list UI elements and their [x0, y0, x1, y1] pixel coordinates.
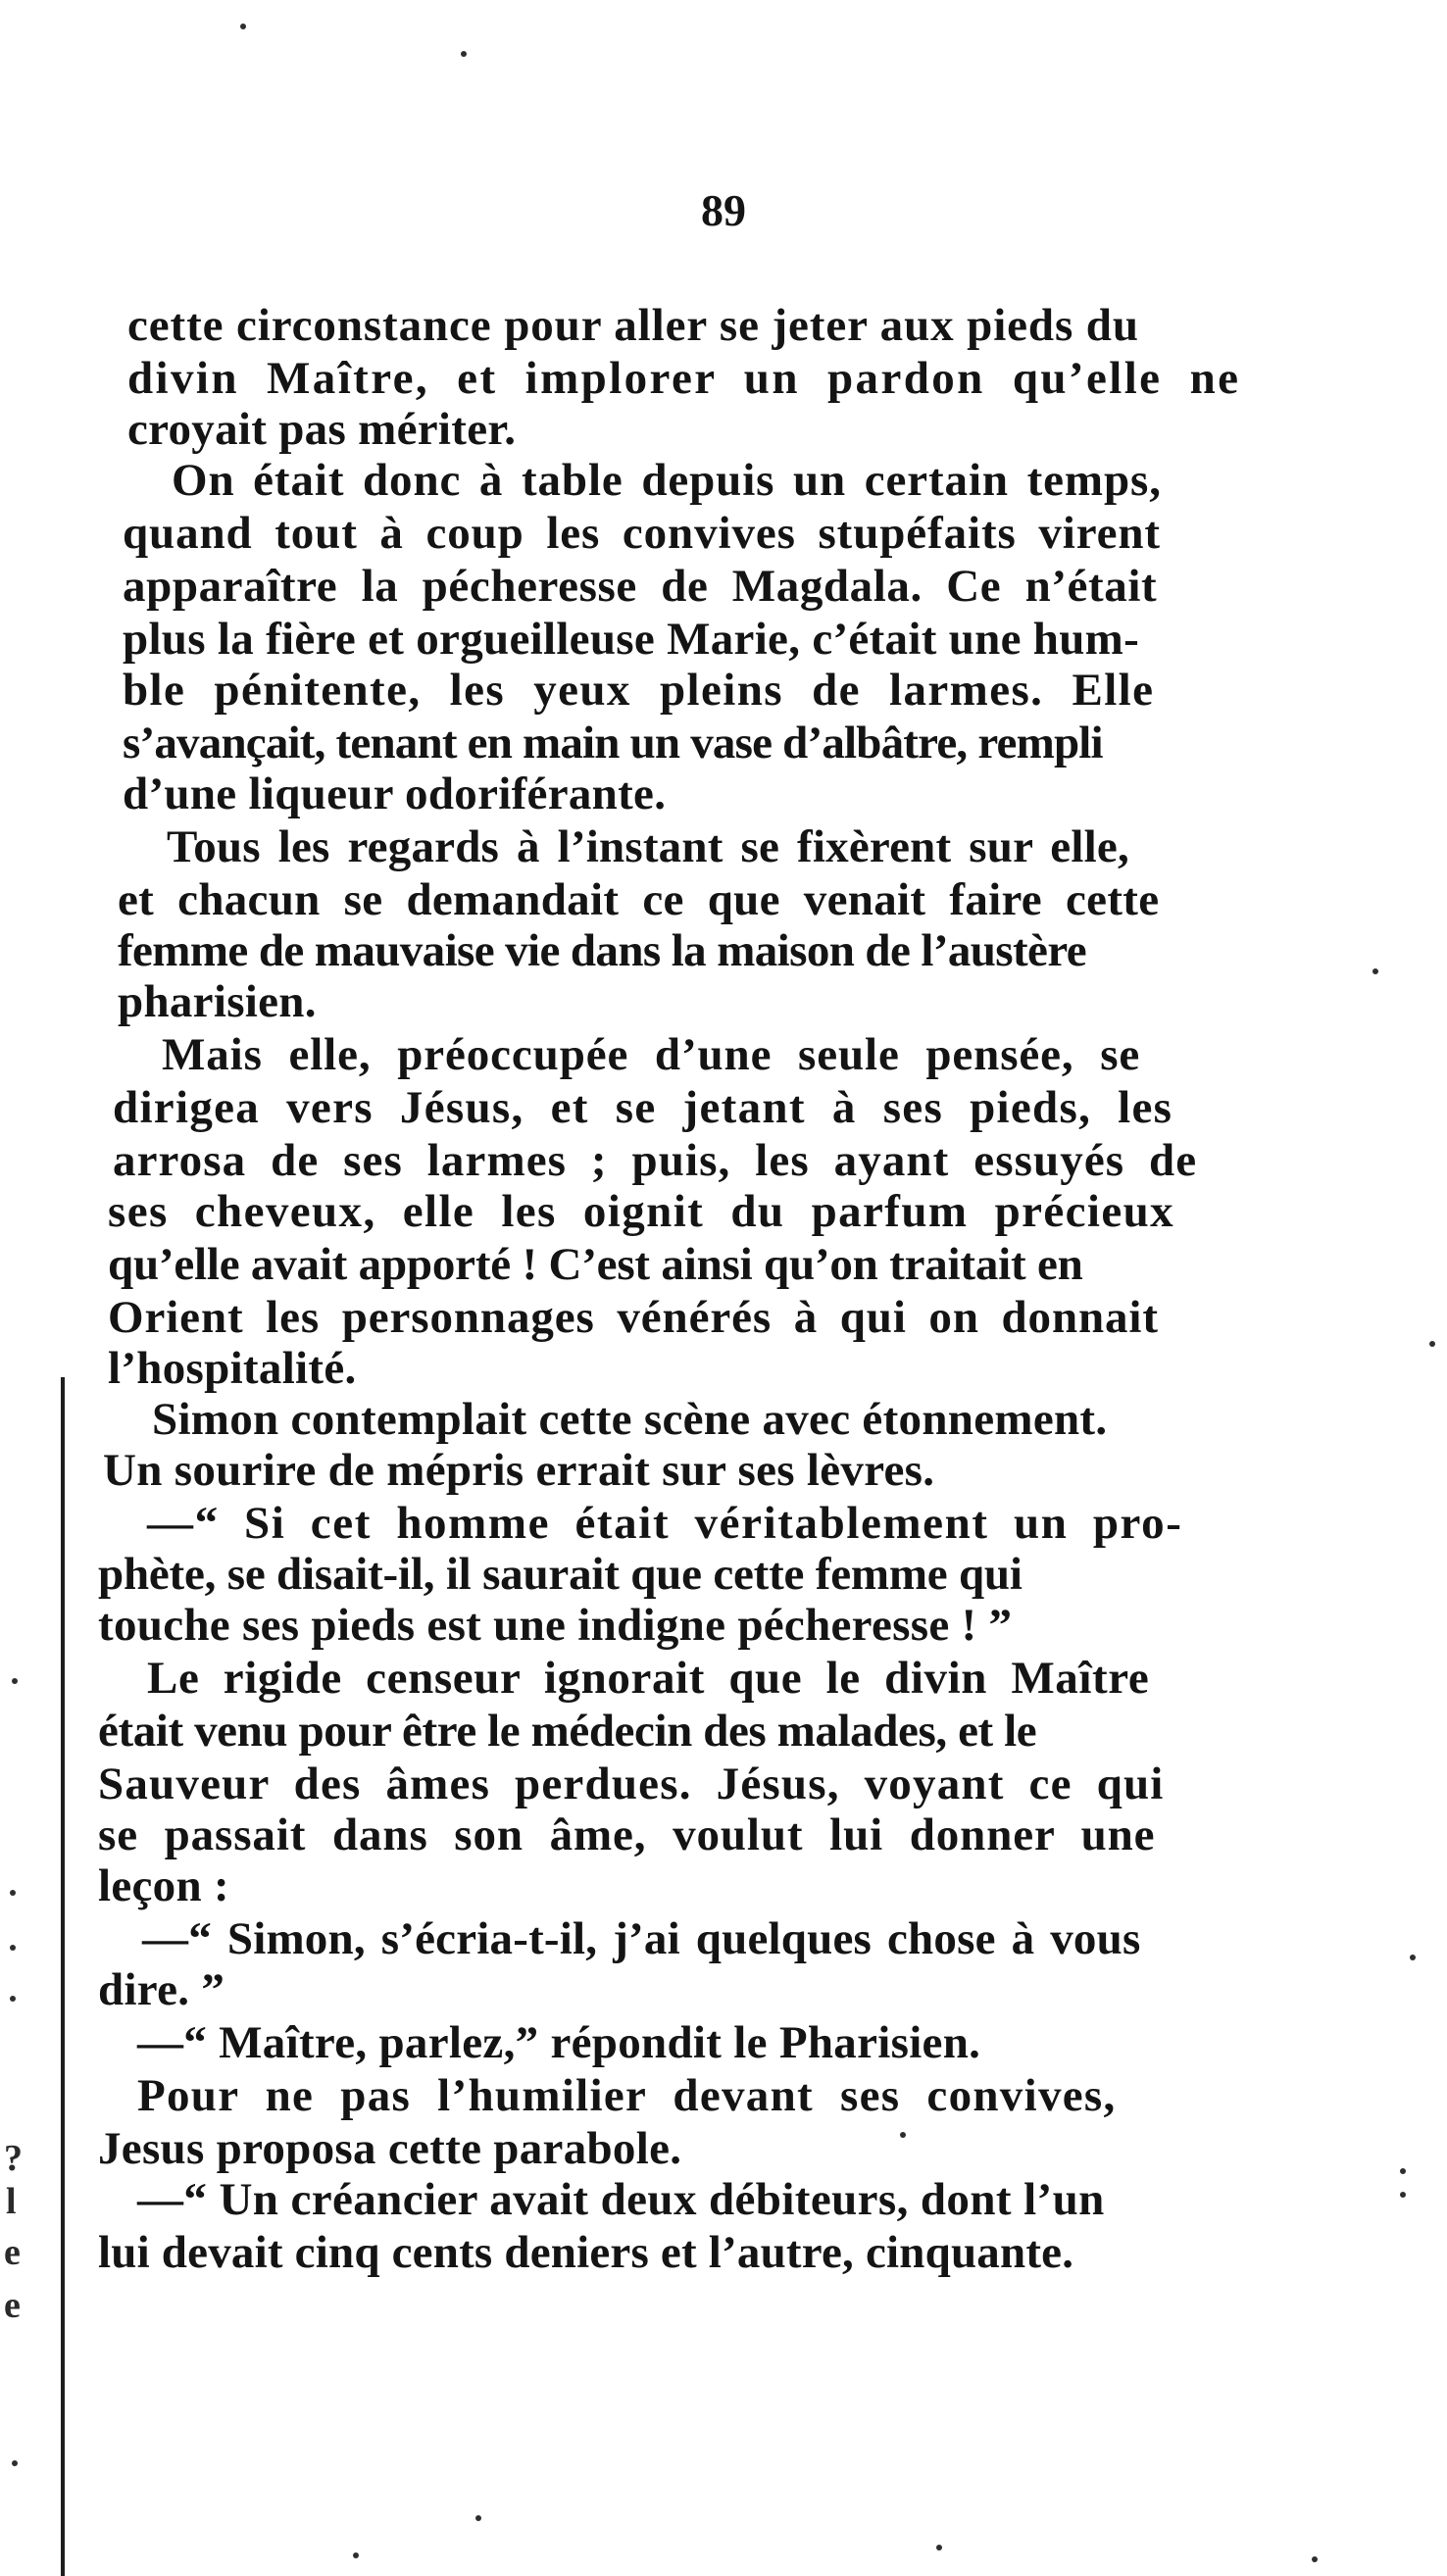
edge-mark: l: [6, 2181, 17, 2222]
text-line: quand tout à coup les convives stupéfaits virent: [123, 508, 1161, 559]
scan-speck: [10, 1890, 16, 1896]
text-line: Sauveur des âmes perdues. Jésus, voyant ce qui: [98, 1759, 1165, 1809]
text-line: femme de mauvaise vie dans la maison de l’austère: [118, 925, 1086, 976]
text-line: apparaître la pécheresse de Magdala. Ce n’était: [123, 561, 1158, 612]
scan-speck: [1312, 2556, 1318, 2562]
text-line: Un sourire de mépris errait sur ses lèvres.: [103, 1445, 935, 1496]
text-line: On était donc à table depuis un certain temps,: [172, 455, 1162, 506]
text-line: croyait pas mériter.: [127, 404, 517, 455]
scan-speck: [936, 2545, 942, 2551]
text-line: Jesus proposa cette parabole.: [98, 2123, 682, 2174]
text-line: ble pénitente, les yeux pleins de larmes. Elle: [123, 665, 1155, 716]
scan-speck: [10, 1945, 16, 1951]
text-line: —“ Si cet homme était véritablement un pro-: [147, 1498, 1183, 1549]
scan-speck: [353, 2552, 359, 2558]
text-line: Pour ne pas l’humilier devant ses convives,: [137, 2070, 1117, 2121]
text-line: Le rigide censeur ignorait que le divin Maître: [147, 1653, 1150, 1704]
text-line: dire. ”: [98, 1964, 225, 2015]
scan-speck: [1400, 2192, 1406, 2198]
scan-speck: [461, 51, 467, 57]
edge-mark: ?: [4, 2138, 23, 2179]
scan-speck: [12, 1678, 18, 1684]
text-line: plus la fière et orgueilleuse Marie, c’était une hum-: [123, 614, 1140, 665]
scan-speck: [1372, 968, 1378, 974]
scan-speck: [12, 2460, 18, 2466]
text-line: et chacun se demandait ce que venait faire cette: [118, 874, 1160, 925]
text-line: pharisien.: [118, 976, 317, 1027]
scan-speck: [1400, 2168, 1406, 2174]
text-line: Simon contemplait cette scène avec étonnement.: [152, 1394, 1108, 1445]
margin-rule: [61, 1377, 65, 2576]
text-line: —“ Maître, parlez,” répondit le Pharisien.: [137, 2017, 981, 2068]
text-line: Tous les regards à l’instant se fixèrent sur elle,: [167, 821, 1129, 872]
text-line: divin Maître, et implorer un pardon qu’elle ne: [127, 353, 1241, 404]
scan-speck: [1410, 1955, 1416, 1960]
scan-speck: [475, 2515, 481, 2521]
scan-speck: [1429, 1341, 1435, 1347]
edge-mark: e: [4, 2285, 21, 2326]
text-line: Orient les personnages vénérés à qui on donnait: [108, 1292, 1159, 1343]
text-line: d’une liqueur odoriférante.: [123, 768, 667, 819]
scan-speck: [10, 1996, 16, 2002]
text-line: Mais elle, préoccupée d’une seule pensée, se: [162, 1029, 1141, 1080]
text-line: touche ses pieds est une indigne pécheresse ! ”: [98, 1600, 1013, 1651]
scan-speck: [240, 24, 246, 29]
text-line: phète, se disait-il, il saurait que cette femme qui: [98, 1549, 1023, 1600]
page-number: 89: [701, 185, 746, 235]
text-line: l’hospitalité.: [108, 1343, 357, 1394]
text-line: qu’elle avait apporté ! C’est ainsi qu’on traitait en: [108, 1239, 1083, 1290]
text-line: —“ Simon, s’écria-t-il, j’ai quelques chose à vous: [142, 1913, 1141, 1964]
edge-mark: e: [4, 2232, 21, 2273]
text-line: lui devait cinq cents deniers et l’autre, cinquante.: [98, 2227, 1074, 2278]
text-line: —“ Un créancier avait deux débiteurs, dont l’un: [137, 2174, 1105, 2225]
text-line: leçon :: [98, 1860, 229, 1911]
text-line: cette circonstance pour aller se jeter aux pieds du: [127, 300, 1139, 351]
scan-speck: [900, 2132, 906, 2138]
text-line: s’avançait, tenant en main un vase d’albâtre, rempli: [123, 718, 1103, 768]
text-line: arrosa de ses larmes ; puis, les ayant essuyés de: [113, 1135, 1198, 1186]
text-line: était venu pour être le médecin des malades, et le: [98, 1706, 1037, 1757]
text-line: se passait dans son âme, voulut lui donner une: [98, 1809, 1156, 1860]
text-line: dirigea vers Jésus, et se jetant à ses pieds, les: [113, 1082, 1173, 1133]
text-line: ses cheveux, elle les oignit du parfum précieux: [108, 1186, 1175, 1237]
